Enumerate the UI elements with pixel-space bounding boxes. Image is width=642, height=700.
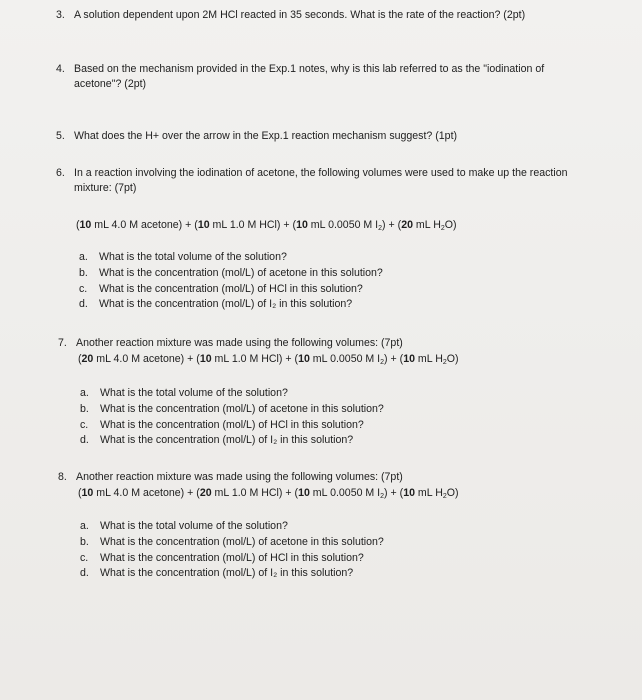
question-text: A solution dependent upon 2M HCl reacted in 35 seconds. What is the rate of the reaction? (2pt) [74,9,526,21]
mixture-equation: (20 mL 4.0 M acetone) + (10 mL 1.0 M HCl) + (10 mL 0.0050 M $I_2) + (10$ mL $H_2O$) [78,353,459,366]
question-3 [56,8,576,23]
question-text: Based on the mechanism provided in the Exp.1 notes, why is this lab referred to as the "iodination of acetone"? (2pt) [74,63,545,90]
question-number: 8. [58,471,67,483]
question-number: 3. [56,9,65,21]
question-number: 7. [58,337,67,349]
mixture-equation: (10 mL 4.0 M acetone) + (20 mL 1.0 M HCl) + (10 mL 0.0050 M $I_2) + (10$ mL $H_2O$) [78,487,459,500]
question-number: 5. [56,130,65,142]
question-text: In a reaction involving the iodination of acetone, the following volumes were used to make up the reaction mixture: (7pt) [74,167,568,194]
question-8 [58,470,598,485]
question-text: Another reaction mixture was made using the following volumes: (7pt) [76,471,403,483]
mixture-equation: (10 mL 4.0 M acetone) + (10 mL 1.0 M HCl) + (10 mL 0.0050 M $I_2) + (20$ mL $H_2O$) [76,219,457,232]
question-number: 4. [56,63,65,75]
question-4 [56,62,556,92]
question-5 [56,129,616,144]
question-6 [56,166,596,196]
question-text: What does the H+ over the arrow in the Exp.1 reaction mechanism suggest? (1pt) [74,130,458,142]
question-number: 6. [56,167,65,179]
question-text: Another reaction mixture was made using the following volumes: (7pt) [76,337,403,349]
question-7 [58,336,598,351]
worksheet-page: 3. A solution dependent upon 2M HCl reacted in 35 seconds. What is the rate of the reaction? (2pt) 4. Based on the mechanism provided in the Exp.1 notes, why is this lab referred to as the "iodination of acetone"? (2pt) 5. What does the H+ over the arrow in the Exp.1 reaction mechanism suggest? (1pt) 6. In a reaction involving the iodination of acetone, the following volumes were used to make up the reaction mixture: (7pt) (10 mL 4.0 M acetone) + (10 mL 1.0 M HCl) + (10 mL 0.0050 M $I_2) + (20$ mL $H_2O$) a. What is the total volume of the solution? b. What is the concentration (mol/L) of acetone in this solution? c. What is the concentration (mol/L) of HCl in this solution? d. What is the concentration (mol/L) of I₂ in this solution? 7. Another reaction mixture was made using the following volumes: (7pt) (20 mL 4.0 M acetone) + (10 mL 1.0 M HCl) + (10 mL 0.0050 M $I_2) + (10$ mL $H_2O$) a. What is the total volume of the solution? b. What is the concentration (mol/L) of acetone in this solution? c. What is the concentration (mol/L) of HCl in this solution? d. What is the concentration (mol/L) of I₂ in this solution? 8. Another reaction mixture was made using the following volumes: (7pt) (10 mL 4.0 M acetone) + (20 mL 1.0 M HCl) + (10 mL 0.0050 M $I_2) + (10$ mL $H_2O$) a. What is the total volume of the solution? b. What is the concentration (mol/L) of acetone in this solution? c. What is the concentration (mol/L) of HCl in this solution? d. What is the concentration (mol/L) of I₂ in this solution? [0,0,642,700]
